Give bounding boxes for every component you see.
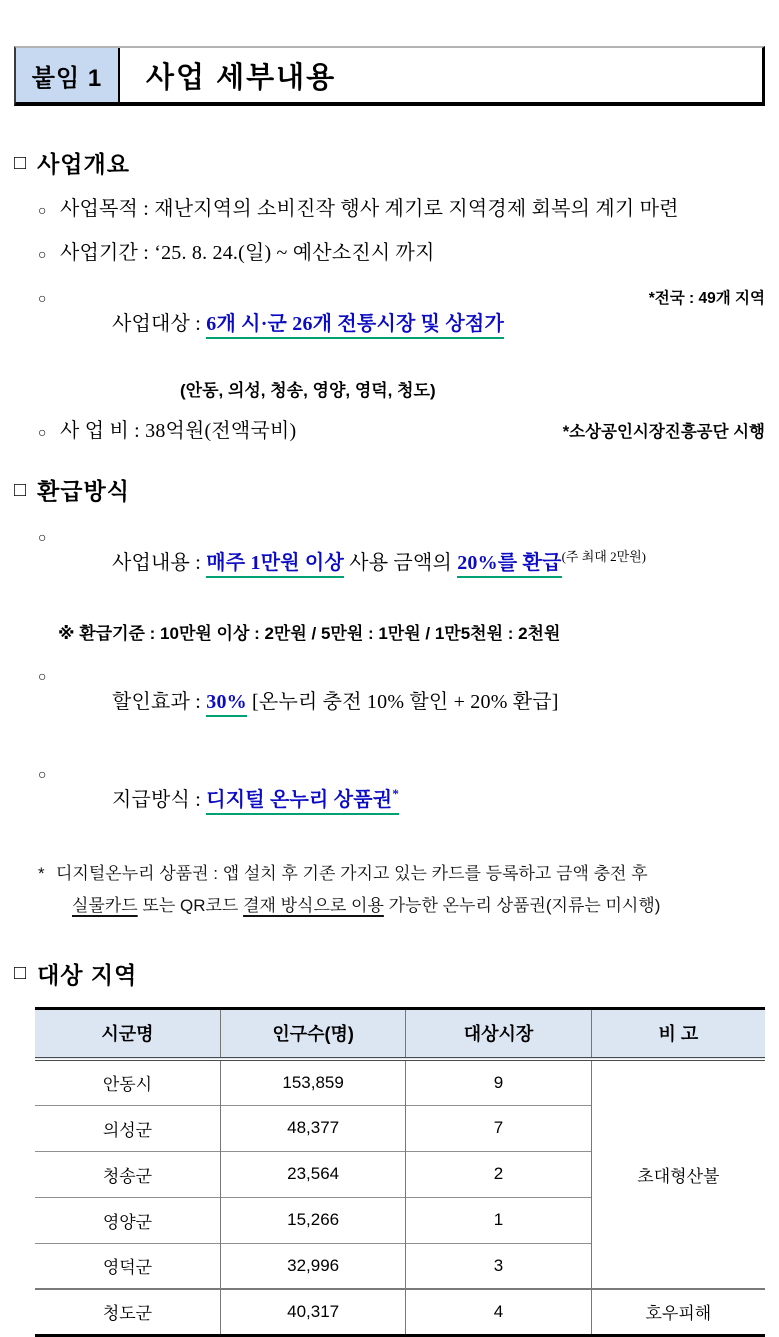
budget-text: 사 업 비 : 38억원(전액국비) xyxy=(60,420,297,442)
cell-remark-merged: 초대형산불 xyxy=(591,1059,765,1289)
table-row xyxy=(35,1289,765,1335)
cell-population: 23,564 xyxy=(220,1151,405,1197)
circle-bullet-icon: ○ xyxy=(38,670,47,685)
cell-markets: 4 xyxy=(406,1289,591,1335)
section-heading-refund xyxy=(14,473,765,506)
discount-highlight: 30% xyxy=(206,691,247,717)
target-highlight: 6개 시·군 26개 전통시장 및 상점가 xyxy=(206,313,504,339)
cell-name: 의성군 xyxy=(35,1105,220,1151)
cell-name: 청송군 xyxy=(35,1151,220,1197)
section-heading-text: 환급방식 xyxy=(37,478,130,504)
target-sub-regions: (안동, 의성, 청송, 영양, 영덕, 청도) xyxy=(180,381,436,400)
section-region xyxy=(14,957,765,1337)
target-label: 사업대상 : xyxy=(112,313,207,335)
cell-name: 청도군 xyxy=(35,1289,220,1335)
content-highlight-1: 매주 1만원 이상 xyxy=(206,552,344,578)
title-bar xyxy=(14,46,765,106)
circle-bullet-icon: ○ xyxy=(38,768,47,783)
col-header-population: 인구수(명) xyxy=(220,1008,405,1059)
cell-population: 32,996 xyxy=(220,1243,405,1289)
method-label: 지급방식 : xyxy=(112,789,207,811)
cell-population: 48,377 xyxy=(220,1105,405,1151)
content-superscript: (주 최대 2만원) xyxy=(561,549,647,564)
section-heading-text: 사업개요 xyxy=(37,151,130,177)
line-purpose xyxy=(38,196,765,223)
footnote-line-2 xyxy=(72,890,765,922)
method-highlight-text: 디지털 온누리 상품권 xyxy=(206,789,393,811)
content-middle: 사용 금액의 xyxy=(343,552,458,574)
cell-markets: 9 xyxy=(406,1059,591,1105)
circle-bullet-icon: ○ xyxy=(38,531,47,546)
section-overview xyxy=(14,146,765,445)
col-header-remarks: 비 고 xyxy=(591,1008,765,1059)
footnote-text-1: 또는 QR코드 xyxy=(137,896,244,916)
page-title: 사업 세부내용 xyxy=(146,61,337,94)
square-bullet-icon: □ xyxy=(14,151,28,174)
section-heading-region xyxy=(14,957,765,990)
footnote-underline-1: 실물카드 xyxy=(72,896,138,916)
line-target xyxy=(38,284,765,365)
attachment-badge: 붙임 1 xyxy=(16,48,120,102)
method-highlight xyxy=(206,786,399,815)
cell-markets: 2 xyxy=(406,1151,591,1197)
target-note: *전국 : 49개 지역 xyxy=(648,290,765,307)
table-row xyxy=(35,1059,765,1105)
budget-note: *소상공인시장진흥공단 시행 xyxy=(562,423,765,441)
footnote-text-2: 가능한 온누리 상품권(지류는 미시행) xyxy=(383,896,661,916)
section-refund xyxy=(14,473,765,923)
circle-bullet-icon: ○ xyxy=(38,292,47,307)
content-label: 사업내용 : xyxy=(112,552,207,574)
footnote xyxy=(38,858,765,923)
content-highlight-2: 20%를 환급 xyxy=(457,552,561,578)
refund-criteria: ※ 환급기준 : 10만원 이상 : 2만원 / 5만원 : 1만원 / 1만5천원 : 2천원 xyxy=(58,624,561,643)
cell-name: 영양군 xyxy=(35,1197,220,1243)
method-asterisk: * xyxy=(392,786,399,801)
cell-name: 영덕군 xyxy=(35,1243,220,1289)
line-period xyxy=(38,240,765,267)
square-bullet-icon: □ xyxy=(14,478,28,501)
line-content xyxy=(38,523,765,604)
cell-population: 15,266 xyxy=(220,1197,405,1243)
footnote-underline-2: 결재 방식으로 이용 xyxy=(243,896,384,916)
cell-markets: 3 xyxy=(406,1243,591,1289)
cell-population: 153,859 xyxy=(220,1059,405,1105)
cell-markets: 1 xyxy=(406,1197,591,1243)
purpose-text: 사업목적 : 재난지역의 소비진작 행사 계기로 지역경제 회복의 계기 마련 xyxy=(60,198,679,220)
square-bullet-icon: □ xyxy=(14,962,28,985)
cell-population: 40,317 xyxy=(220,1289,405,1335)
period-text: 사업기간 : ‘25. 8. 24.(일) ~ 예산소진시 까지 xyxy=(60,242,435,264)
table-header-row xyxy=(35,1008,765,1059)
section-heading-text: 대상 지역 xyxy=(37,961,138,988)
circle-bullet-icon: ○ xyxy=(38,426,47,441)
circle-bullet-icon: ○ xyxy=(38,248,47,263)
footnote-marker: * xyxy=(38,864,45,883)
footnote-line-1: 디지털온누리 상품권 : 앱 설치 후 기존 가지고 있는 카드를 등록하고 금액 충전 후 xyxy=(56,864,648,883)
section-heading-overview xyxy=(14,146,765,179)
circle-bullet-icon: ○ xyxy=(38,204,47,219)
cell-name: 안동시 xyxy=(102,1075,153,1095)
cell-markets: 7 xyxy=(406,1105,591,1151)
cell-remark-last: 호우피해 xyxy=(591,1289,765,1335)
discount-rest: [온누리 충전 10% 할인 + 20% 환급] xyxy=(246,691,559,713)
line-method xyxy=(38,760,765,841)
line-budget xyxy=(38,418,765,445)
col-header-sigun: 시군명 xyxy=(35,1008,220,1059)
region-table xyxy=(35,1007,765,1337)
line-discount xyxy=(38,662,765,743)
col-header-markets: 대상시장 xyxy=(406,1008,591,1059)
discount-label: 할인효과 : xyxy=(112,691,207,713)
